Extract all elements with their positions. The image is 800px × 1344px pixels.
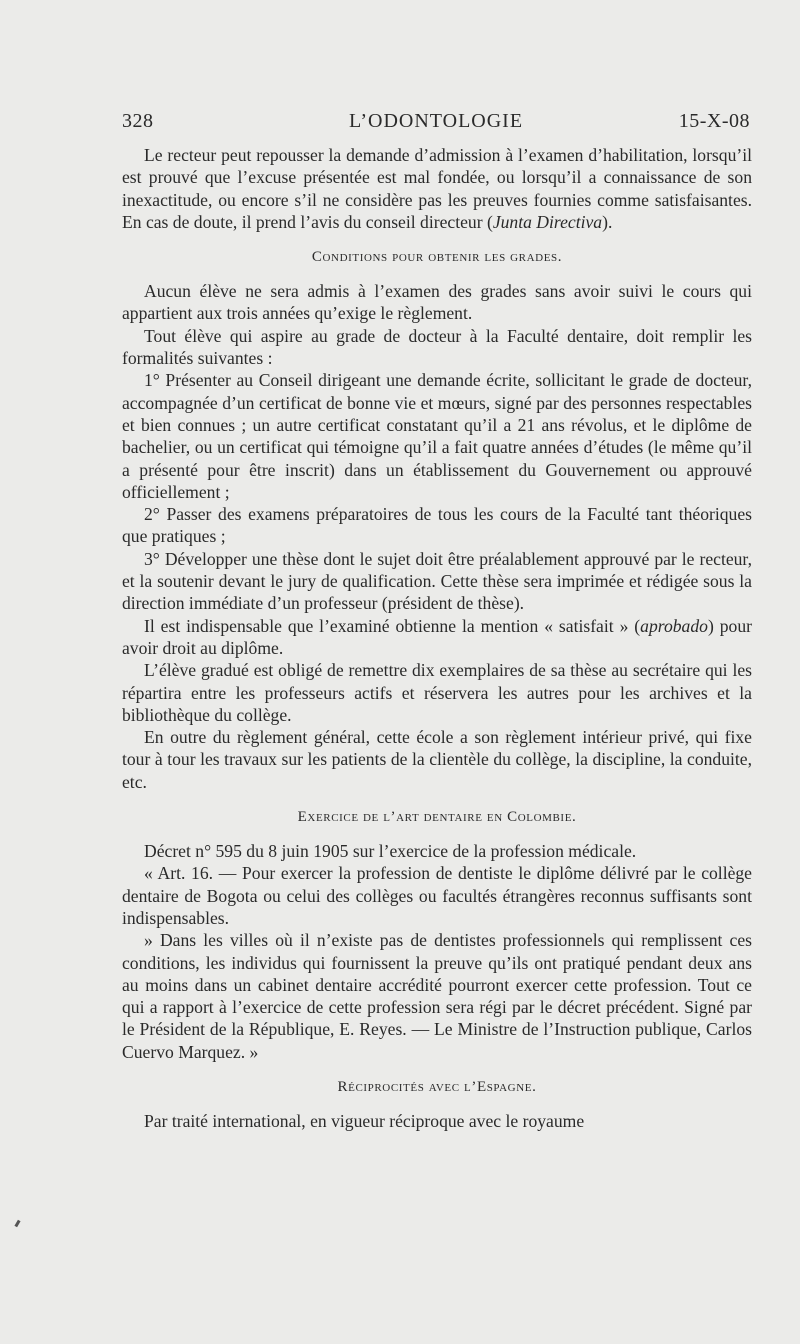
paragraph: 3° Développer une thèse dont le sujet doit être préalablement approuvé par le recteur, et la soutenir devant le jury de qualification. Cette thèse sera imprimée et rédigée sous la direction immédiate d’un professeur (président de thèse). (122, 548, 752, 614)
paragraph: Tout élève qui aspire au grade de docteur à la Faculté dentaire, doit remplir les formalités suivantes : (122, 325, 752, 369)
body-text (122, 144, 752, 1132)
paragraph: « Art. 16. — Pour exercer la profession de dentiste le diplôme délivré par le collège dentaire de Bogota ou celui des collèges ou facultés étrangères reconnus suffisants sont indispensables. (122, 863, 752, 928)
paragraph: L’élève gradué est obligé de remettre dix exemplaires de sa thèse au secrétaire qui les répartira entre les professeurs actifs et réservera les autres pour les archives et la bibliothèque du collège. (122, 660, 752, 725)
issue-date: 15-X-08 (678, 110, 750, 132)
paragraph: 1° Présenter au Conseil dirigeant une demande écrite, sollicitant le grade de docteur, accompagnée d’un certificat de bonne vie et mœurs, signé par des personnes respectables et bien connues ; un autre certificat constatant qu’il a 21 ans révolus, et le diplôme de bachelier, ou un certificat qui témoigne qu’il a fait quatre années d’études (le même qu’il a présenté pour être inscrit) dans un établissement du Gouvernement ou approuvé officiellement ; (122, 370, 752, 502)
paragraph: Il est indispensable que l’examiné obtienne la mention « satisfait » (aprobado) pour avoir droit au diplôme. (122, 615, 752, 658)
paragraph: Le recteur peut repousser la demande d’admission à l’examen d’habilitation, lorsqu’il est prouvé que l’excuse présentée est mal fondée, ou lorsqu’il a connaissance de son inexactitude, ou encore s’il ne considère pas les preuves fournies comme satisfaisantes. En cas de doute, il prend l’avis du conseil directeur (Junta Directiva). (122, 145, 752, 232)
paragraph: 2° Passer des examens préparatoires de tous les cours de la Faculté tant théoriques que pratiques ; (122, 504, 752, 547)
paragraph: Aucun élève ne sera admis à l’examen des grades sans avoir suivi le cours qui appartient aux trois années qu’exige le règlement. (122, 281, 752, 324)
section-heading: Exercice de l’art dentaire en Colombie. (297, 809, 577, 826)
paragraph: Décret n° 595 du 8 juin 1905 sur l’exercice de la profession médicale. (144, 841, 637, 862)
section-heading: Réciprocités avec l’Espagne. (337, 1078, 537, 1095)
page-number: 328 (122, 110, 154, 132)
section-heading: Conditions pour obtenir les grades. (311, 249, 563, 266)
paragraph: » Dans les villes où il n’existe pas de dentistes professionnels qui remplissent ces conditions, les individus qui fournissent la preuve qu’ils ont pratiqué pendant deux ans au moins dans un cabinet dentaire accrédité pourront exercer cette profession. Tout ce qui a rapport à l’exercice de cette profession sera régi par le décret précédent. Signé par le Président de la République, E. Reyes. — Le Ministre de l’Instruction publique, Carlos Cuervo Marquez. » (122, 930, 752, 1062)
paragraph: En outre du règlement général, cette école a son règlement intérieur privé, qui fixe tour à tour les travaux sur les patients de la clientèle du collège, la discipline, la conduite, etc. (122, 727, 752, 792)
ink-speck (14, 1220, 20, 1228)
running-header (122, 110, 750, 136)
paragraph: Par traité international, en vigueur réciproque avec le royaume (144, 1110, 585, 1131)
journal-title: L’ODONTOLOGIE (348, 110, 524, 132)
